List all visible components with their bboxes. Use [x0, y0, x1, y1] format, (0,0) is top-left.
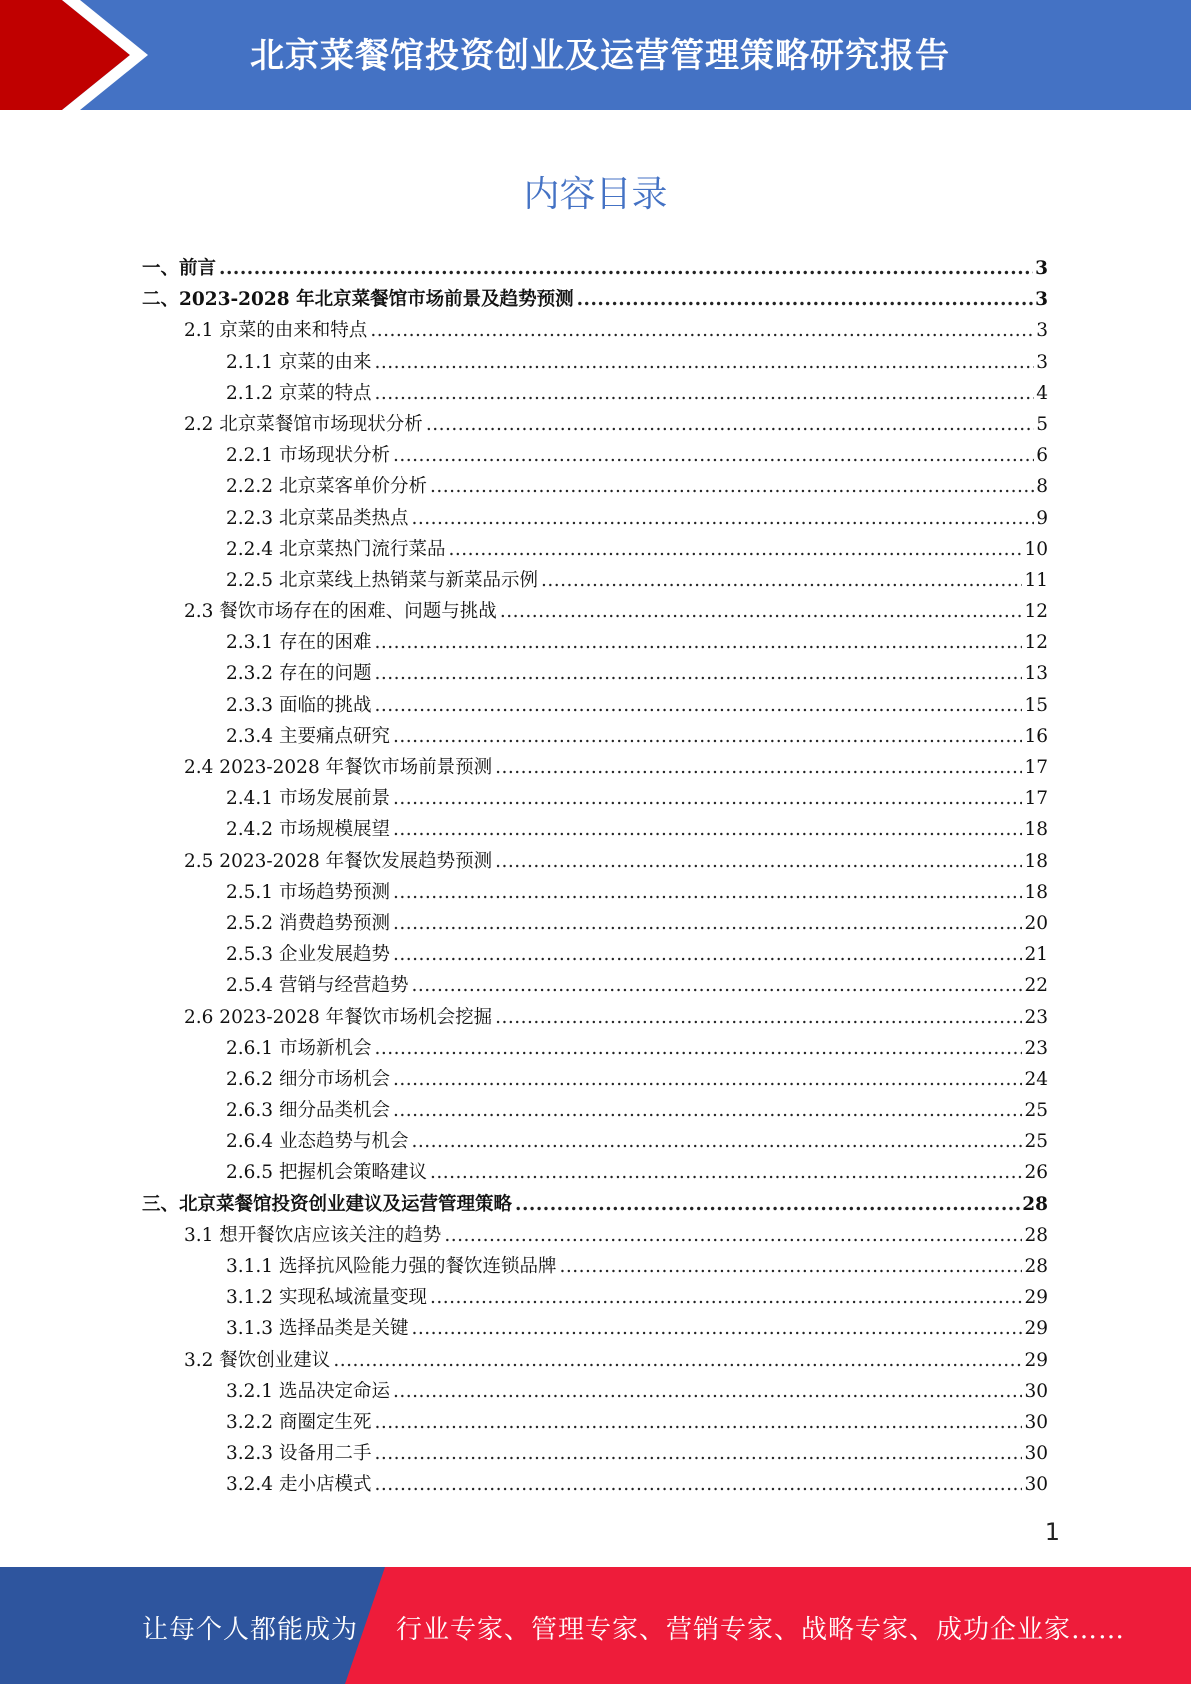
toc-entry-page: 21 — [1024, 944, 1048, 966]
toc-entry[interactable] — [142, 284, 1048, 315]
toc-entry-page: 10 — [1024, 538, 1048, 560]
toc-entry[interactable] — [142, 1313, 1048, 1344]
toc-entry-page: 23 — [1024, 1037, 1048, 1059]
toc-entry-page: 3 — [1036, 320, 1048, 342]
toc-entry-page: 5 — [1036, 413, 1048, 435]
toc-entry-page: 30 — [1024, 1411, 1048, 1433]
toc-entry[interactable] — [142, 814, 1048, 845]
toc-dot-leader — [426, 409, 1034, 440]
toc-entry[interactable] — [142, 1345, 1048, 1376]
toc-entry[interactable] — [142, 378, 1048, 409]
toc-entry-page: 12 — [1024, 601, 1048, 623]
header-title: 北京菜餐馆投资创业及运营管理策略研究报告 — [250, 36, 950, 76]
toc-dot-leader — [393, 877, 1022, 908]
toc-dot-leader — [374, 658, 1022, 689]
toc-dot-leader — [374, 1438, 1022, 1469]
toc-entry[interactable] — [142, 1376, 1048, 1407]
toc-dot-leader — [393, 1376, 1022, 1407]
toc-entry-page: 26 — [1024, 1162, 1048, 1184]
toc-entry-page: 18 — [1024, 881, 1048, 903]
toc-dot-leader — [374, 1407, 1022, 1438]
toc-entry[interactable] — [142, 721, 1048, 752]
toc-entry-page: 13 — [1024, 663, 1048, 685]
toc-entry-label: 2.5 2023-2028 年餐饮发展趋势预测 — [184, 850, 493, 872]
toc-dot-leader — [430, 1157, 1022, 1188]
footer-slogan-right: 行业专家、管理专家、营销专家、战略专家、成功企业家…… — [396, 1615, 1126, 1645]
toc-entry-page: 6 — [1036, 445, 1048, 467]
toc-entry[interactable] — [142, 1002, 1048, 1033]
toc-entry-label: 2.5.1 市场趋势预测 — [226, 881, 390, 903]
toc-entry-page: 16 — [1024, 725, 1048, 747]
toc-dot-leader — [541, 565, 1022, 596]
toc-entry-label: 2.3.4 主要痛点研究 — [226, 725, 390, 747]
toc-entry[interactable] — [142, 315, 1048, 346]
toc-dot-leader — [393, 939, 1022, 970]
toc-entry[interactable] — [142, 471, 1048, 502]
toc-entry[interactable] — [142, 1469, 1048, 1500]
toc-dot-leader — [393, 440, 1034, 471]
toc-entry-label: 三、北京菜餐馆投资创业建议及运营管理策略 — [142, 1193, 513, 1215]
toc-entry-page: 3 — [1035, 258, 1048, 279]
page-footer — [0, 1567, 1191, 1684]
toc-entry-page: 24 — [1024, 1068, 1048, 1090]
toc-entry[interactable] — [142, 1157, 1048, 1188]
footer-slogan-left: 让每个人都能成为 — [142, 1615, 359, 1645]
toc-dot-leader — [411, 503, 1034, 534]
toc-dot-leader — [500, 596, 1023, 627]
toc-entry-page: 18 — [1024, 819, 1048, 841]
toc-entry-label: 3.1 想开餐饮店应该关注的趋势 — [184, 1224, 442, 1246]
toc-entry-page: 30 — [1024, 1474, 1048, 1496]
toc-entry-label: 二、2023-2028 年北京菜餐馆市场前景及趋势预测 — [142, 289, 574, 311]
table-of-contents — [142, 253, 1048, 1501]
toc-entry-page: 29 — [1024, 1318, 1048, 1340]
toc-entry-label: 3.1.1 选择抗风险能力强的餐饮连锁品牌 — [226, 1256, 557, 1277]
toc-dot-leader — [370, 315, 1034, 346]
toc-entry[interactable] — [142, 1189, 1048, 1220]
toc-entry-label: 2.6.5 把握机会策略建议 — [226, 1162, 427, 1184]
toc-dot-leader — [333, 1345, 1022, 1376]
toc-entry[interactable] — [142, 939, 1048, 970]
toc-entry[interactable] — [142, 658, 1048, 689]
toc-title: 内容目录 — [523, 174, 668, 215]
toc-entry-page: 30 — [1024, 1443, 1048, 1465]
toc-entry[interactable] — [142, 534, 1048, 565]
toc-dot-leader — [559, 1251, 1022, 1282]
toc-dot-leader — [374, 347, 1034, 378]
toc-dot-leader — [495, 752, 1022, 783]
toc-entry[interactable] — [142, 440, 1048, 471]
toc-entry[interactable] — [142, 1033, 1048, 1064]
toc-dot-leader — [393, 1095, 1022, 1126]
page-number: 1 — [1044, 1518, 1060, 1546]
toc-entry-label: 2.5.3 企业发展趋势 — [226, 944, 390, 966]
toc-dot-leader — [393, 814, 1022, 845]
toc-entry-page: 3 — [1036, 351, 1048, 373]
toc-entry-page: 3 — [1035, 289, 1048, 311]
toc-dot-leader — [374, 378, 1034, 409]
toc-dot-leader — [393, 908, 1022, 939]
toc-entry[interactable] — [142, 877, 1048, 908]
toc-entry-label: 2.6.3 细分品类机会 — [226, 1100, 390, 1122]
toc-dot-leader — [219, 253, 1033, 284]
toc-entry-page: 25 — [1024, 1131, 1048, 1153]
toc-dot-leader — [411, 970, 1022, 1001]
toc-entry-page: 8 — [1036, 476, 1048, 498]
toc-entry-page: 11 — [1024, 569, 1048, 591]
toc-entry-label: 2.3.3 面临的挑战 — [226, 694, 372, 716]
toc-dot-leader — [430, 471, 1034, 502]
toc-dot-leader — [515, 1189, 1020, 1220]
toc-entry-page: 22 — [1024, 975, 1048, 997]
toc-entry[interactable] — [142, 1438, 1048, 1469]
toc-entry-label: 2.4.1 市场发展前景 — [226, 788, 390, 810]
toc-entry-label: 2.4 2023-2028 年餐饮市场前景预测 — [184, 757, 493, 778]
toc-entry[interactable] — [142, 846, 1048, 877]
toc-entry-page: 12 — [1024, 632, 1048, 654]
toc-dot-leader — [393, 1064, 1022, 1095]
page-header — [0, 0, 1191, 110]
toc-entry[interactable] — [142, 970, 1048, 1001]
toc-entry-page: 25 — [1024, 1100, 1048, 1122]
toc-entry-label: 3.2 餐饮创业建议 — [184, 1349, 331, 1371]
toc-entry-page: 28 — [1022, 1193, 1048, 1215]
toc-entry[interactable] — [142, 1064, 1048, 1095]
toc-entry[interactable] — [142, 627, 1048, 658]
toc-dot-leader — [577, 284, 1034, 315]
toc-entry-label: 2.6.4 业态趋势与机会 — [226, 1131, 409, 1153]
toc-entry-label: 2.6.1 市场新机会 — [226, 1037, 372, 1059]
toc-entry-label: 2.1 京菜的由来和特点 — [184, 320, 368, 342]
toc-entry-label: 3.1.2 实现私域流量变现 — [226, 1287, 427, 1309]
toc-entry-page: 29 — [1024, 1349, 1048, 1371]
toc-entry[interactable] — [142, 1095, 1048, 1126]
toc-entry-label: 2.5.4 营销与经营趋势 — [226, 975, 409, 997]
toc-entry-label: 3.2.2 商圈定生死 — [226, 1411, 372, 1433]
toc-dot-leader — [374, 1469, 1022, 1500]
toc-entry-label: 2.4.2 市场规模展望 — [226, 819, 390, 841]
toc-entry[interactable] — [142, 253, 1048, 284]
toc-dot-leader — [411, 1313, 1022, 1344]
toc-entry-page: 15 — [1024, 694, 1048, 716]
toc-entry-page: 9 — [1036, 507, 1048, 529]
toc-entry-label: 2.2.5 北京菜线上热销菜与新菜品示例 — [226, 569, 538, 591]
toc-entry-label: 2.5.2 消费趋势预测 — [226, 912, 390, 934]
toc-dot-leader — [374, 627, 1022, 658]
toc-dot-leader — [411, 1126, 1022, 1157]
toc-entry-page: 20 — [1024, 912, 1048, 934]
toc-entry-label: 2.1.1 京菜的由来 — [226, 351, 372, 373]
toc-dot-leader — [374, 690, 1022, 721]
toc-entry-page: 30 — [1024, 1380, 1048, 1402]
toc-entry[interactable] — [142, 503, 1048, 534]
toc-entry-page: 28 — [1024, 1256, 1048, 1277]
toc-entry[interactable] — [142, 1407, 1048, 1438]
toc-dot-leader — [374, 1033, 1022, 1064]
toc-entry-label: 2.3 餐饮市场存在的困难、问题与挑战 — [184, 601, 497, 623]
toc-entry[interactable] — [142, 1126, 1048, 1157]
toc-entry-label: 2.3.2 存在的问题 — [226, 663, 372, 685]
toc-entry-label: 2.2.1 市场现状分析 — [226, 445, 390, 467]
toc-entry-page: 29 — [1024, 1287, 1048, 1309]
toc-entry-page: 4 — [1036, 382, 1048, 404]
toc-entry[interactable] — [142, 596, 1048, 627]
toc-entry-label: 3.1.3 选择品类是关键 — [226, 1318, 409, 1340]
toc-entry-page: 17 — [1024, 757, 1048, 778]
toc-entry[interactable] — [142, 752, 1048, 783]
toc-entry-label: 一、前言 — [142, 258, 217, 279]
toc-entry-label: 3.2.3 设备用二手 — [226, 1443, 372, 1465]
toc-entry-label: 3.2.4 走小店模式 — [226, 1474, 372, 1496]
toc-dot-leader — [393, 783, 1022, 814]
toc-entry-label: 2.6.2 细分市场机会 — [226, 1068, 390, 1090]
toc-entry-label: 2.6 2023-2028 年餐饮市场机会挖掘 — [184, 1006, 493, 1028]
toc-entry-page: 17 — [1024, 788, 1048, 810]
toc-dot-leader — [495, 1002, 1022, 1033]
toc-entry[interactable] — [142, 783, 1048, 814]
toc-entry[interactable] — [142, 1220, 1048, 1251]
toc-dot-leader — [444, 1220, 1022, 1251]
toc-entry[interactable] — [142, 1282, 1048, 1313]
toc-entry[interactable] — [142, 908, 1048, 939]
toc-entry-label: 2.2 北京菜餐馆市场现状分析 — [184, 413, 423, 435]
toc-entry[interactable] — [142, 409, 1048, 440]
toc-entry-page: 28 — [1024, 1224, 1048, 1246]
toc-entry[interactable] — [142, 690, 1048, 721]
toc-entry-page: 23 — [1024, 1006, 1048, 1028]
toc-entry[interactable] — [142, 1251, 1048, 1282]
toc-entry-label: 2.2.4 北京菜热门流行菜品 — [226, 538, 446, 560]
toc-entry-label: 2.1.2 京菜的特点 — [226, 382, 372, 404]
toc-entry[interactable] — [142, 565, 1048, 596]
toc-entry-label: 2.2.3 北京菜品类热点 — [226, 507, 409, 529]
toc-entry-page: 18 — [1024, 850, 1048, 872]
toc-dot-leader — [448, 534, 1022, 565]
toc-entry[interactable] — [142, 347, 1048, 378]
toc-entry-label: 3.2.1 选品决定命运 — [226, 1380, 390, 1402]
toc-dot-leader — [495, 846, 1022, 877]
toc-entry-label: 2.2.2 北京菜客单价分析 — [226, 476, 427, 498]
toc-entry-label: 2.3.1 存在的困难 — [226, 632, 372, 654]
toc-dot-leader — [393, 721, 1022, 752]
toc-dot-leader — [430, 1282, 1022, 1313]
